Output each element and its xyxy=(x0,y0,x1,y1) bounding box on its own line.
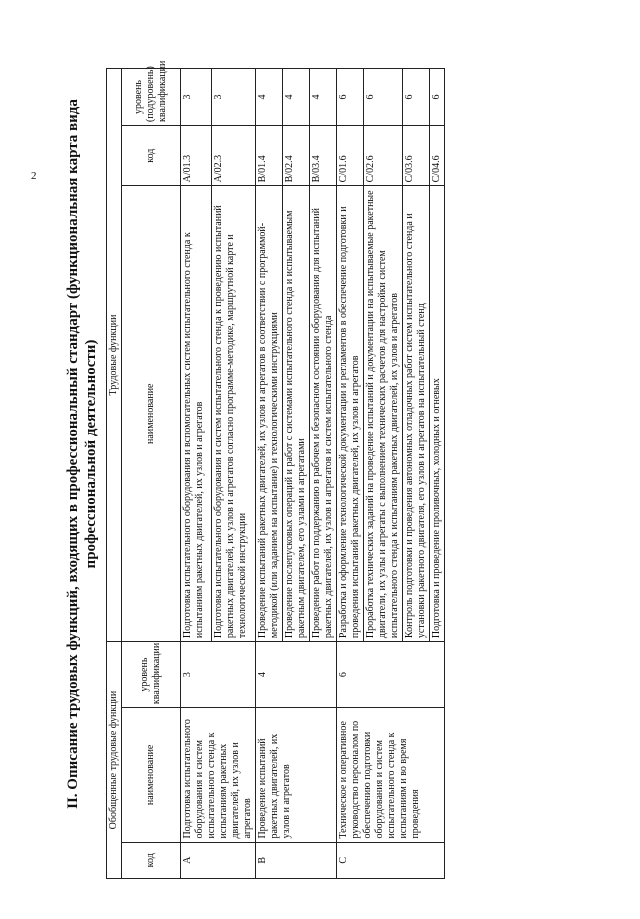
function-name: Проведение испытаний ракетных двигателей, их узлов и агрегатов в соответствии с программой-методикой (или заданием на испытание) и технологическими инструкциями xyxy=(256,186,283,642)
function-code: B/03.4 xyxy=(310,126,337,186)
header-code: код xyxy=(122,842,181,878)
function-code: A/01.3 xyxy=(181,126,212,186)
function-code: B/01.4 xyxy=(256,126,283,186)
group-name: Проведение испытаний ракетных двигателей, их узлов и агрегатов xyxy=(256,708,337,842)
table-row xyxy=(256,69,283,879)
heading-line-1: II. Описание трудовых функций, входящих в профессиональный стандарт (функциональная карта вида xyxy=(65,99,81,809)
function-level: 6 xyxy=(430,69,445,126)
function-name: Подготовка испытательного оборудования и вспомогательных систем испытательного стенда к испытаниям ракетных двигателей, их узлов и агрегатов xyxy=(181,186,212,642)
group-level: 3 xyxy=(181,642,256,708)
function-level: 4 xyxy=(283,69,310,126)
function-name: Подготовка испытательного оборудования и систем испытательного стенда к проведению испытаний ракетных двигателей, их узлов и агрегатов согласно программе-методике, маршрутной карте и технологической инструкции xyxy=(211,186,255,642)
functional-map-table xyxy=(106,60,445,879)
function-name: Контроль подготовки и проведения автономных отладочных работ систем испытательного стенда и установки ракетного двигателя, его узлов и агрегатов на испытательный стенд xyxy=(403,186,430,642)
header-generalized-functions: Обобщенные трудовые функции xyxy=(107,642,122,879)
group-level: 6 xyxy=(337,642,445,708)
header-name: наименование xyxy=(122,708,181,842)
group-code: С xyxy=(337,842,445,878)
function-code: C/01.6 xyxy=(337,126,364,186)
group-code: В xyxy=(256,842,337,878)
function-level: 3 xyxy=(181,69,212,126)
function-name: Проведение послепусковых операций и работ с системами испытательного стенда и испытываемым ракетным двигателем, его узлами и агрегатами xyxy=(283,186,310,642)
group-name: Подготовка испытательного оборудования и систем испытательного стенда к испытаниям ракетных двигателей, их узлов и агрегатов xyxy=(181,708,256,842)
function-name: Проведение работ по поддержанию в рабочем и безопасном состоянии оборудования для испытаний ракетных двигателей, их узлов и агрегатов и систем испытательного стенда xyxy=(310,186,337,642)
function-level: 4 xyxy=(256,69,283,126)
function-code: A/02.3 xyxy=(211,126,255,186)
header-level: уровень квалификации xyxy=(122,642,181,708)
section-heading xyxy=(64,49,100,859)
function-level: 6 xyxy=(403,69,430,126)
table-row xyxy=(337,69,364,879)
group-level: 4 xyxy=(256,642,337,708)
header-tf-name: наименование xyxy=(122,186,181,642)
function-name: Разработка и оформление технологической документации и регламентов в обеспечение подготовки и проведения испытаний ракетных двигателей, их узлов и агрегатов xyxy=(337,186,364,642)
function-code: C/02.6 xyxy=(364,126,403,186)
function-level: 4 xyxy=(310,69,337,126)
function-code: C/04.6 xyxy=(430,126,445,186)
function-level: 6 xyxy=(337,69,364,126)
group-name: Техническое и оперативное руководство персоналом по обеспечению подготовки оборудования и систем испытательного стенда к испытаниям и во время проведения xyxy=(337,708,445,842)
function-level: 6 xyxy=(364,69,403,126)
heading-line-2: профессиональной деятельности) xyxy=(83,339,99,569)
function-name: Проработка технических заданий на проведение испытаний и документации на испытываемые ракетные двигатели, их узлы и агрегаты с выполнением технических расчетов для настройки систем испытательного стенда к испытаниям ракетных двигателей, их узлов и агрегатов xyxy=(364,186,403,642)
function-name: Подготовка и проведение проливочных, холодных и огневых xyxy=(430,186,445,642)
function-code: C/03.6 xyxy=(403,126,430,186)
group-code: А xyxy=(181,842,256,878)
page-number: 2 xyxy=(31,170,37,182)
function-level: 3 xyxy=(211,69,255,126)
table-row xyxy=(181,69,212,879)
function-code: B/02.4 xyxy=(283,126,310,186)
header-tf-level: уровень (подуровень) квалификации xyxy=(122,69,181,126)
header-tf-code: код xyxy=(122,126,181,186)
header-labor-functions: Трудовые функции xyxy=(107,69,122,642)
